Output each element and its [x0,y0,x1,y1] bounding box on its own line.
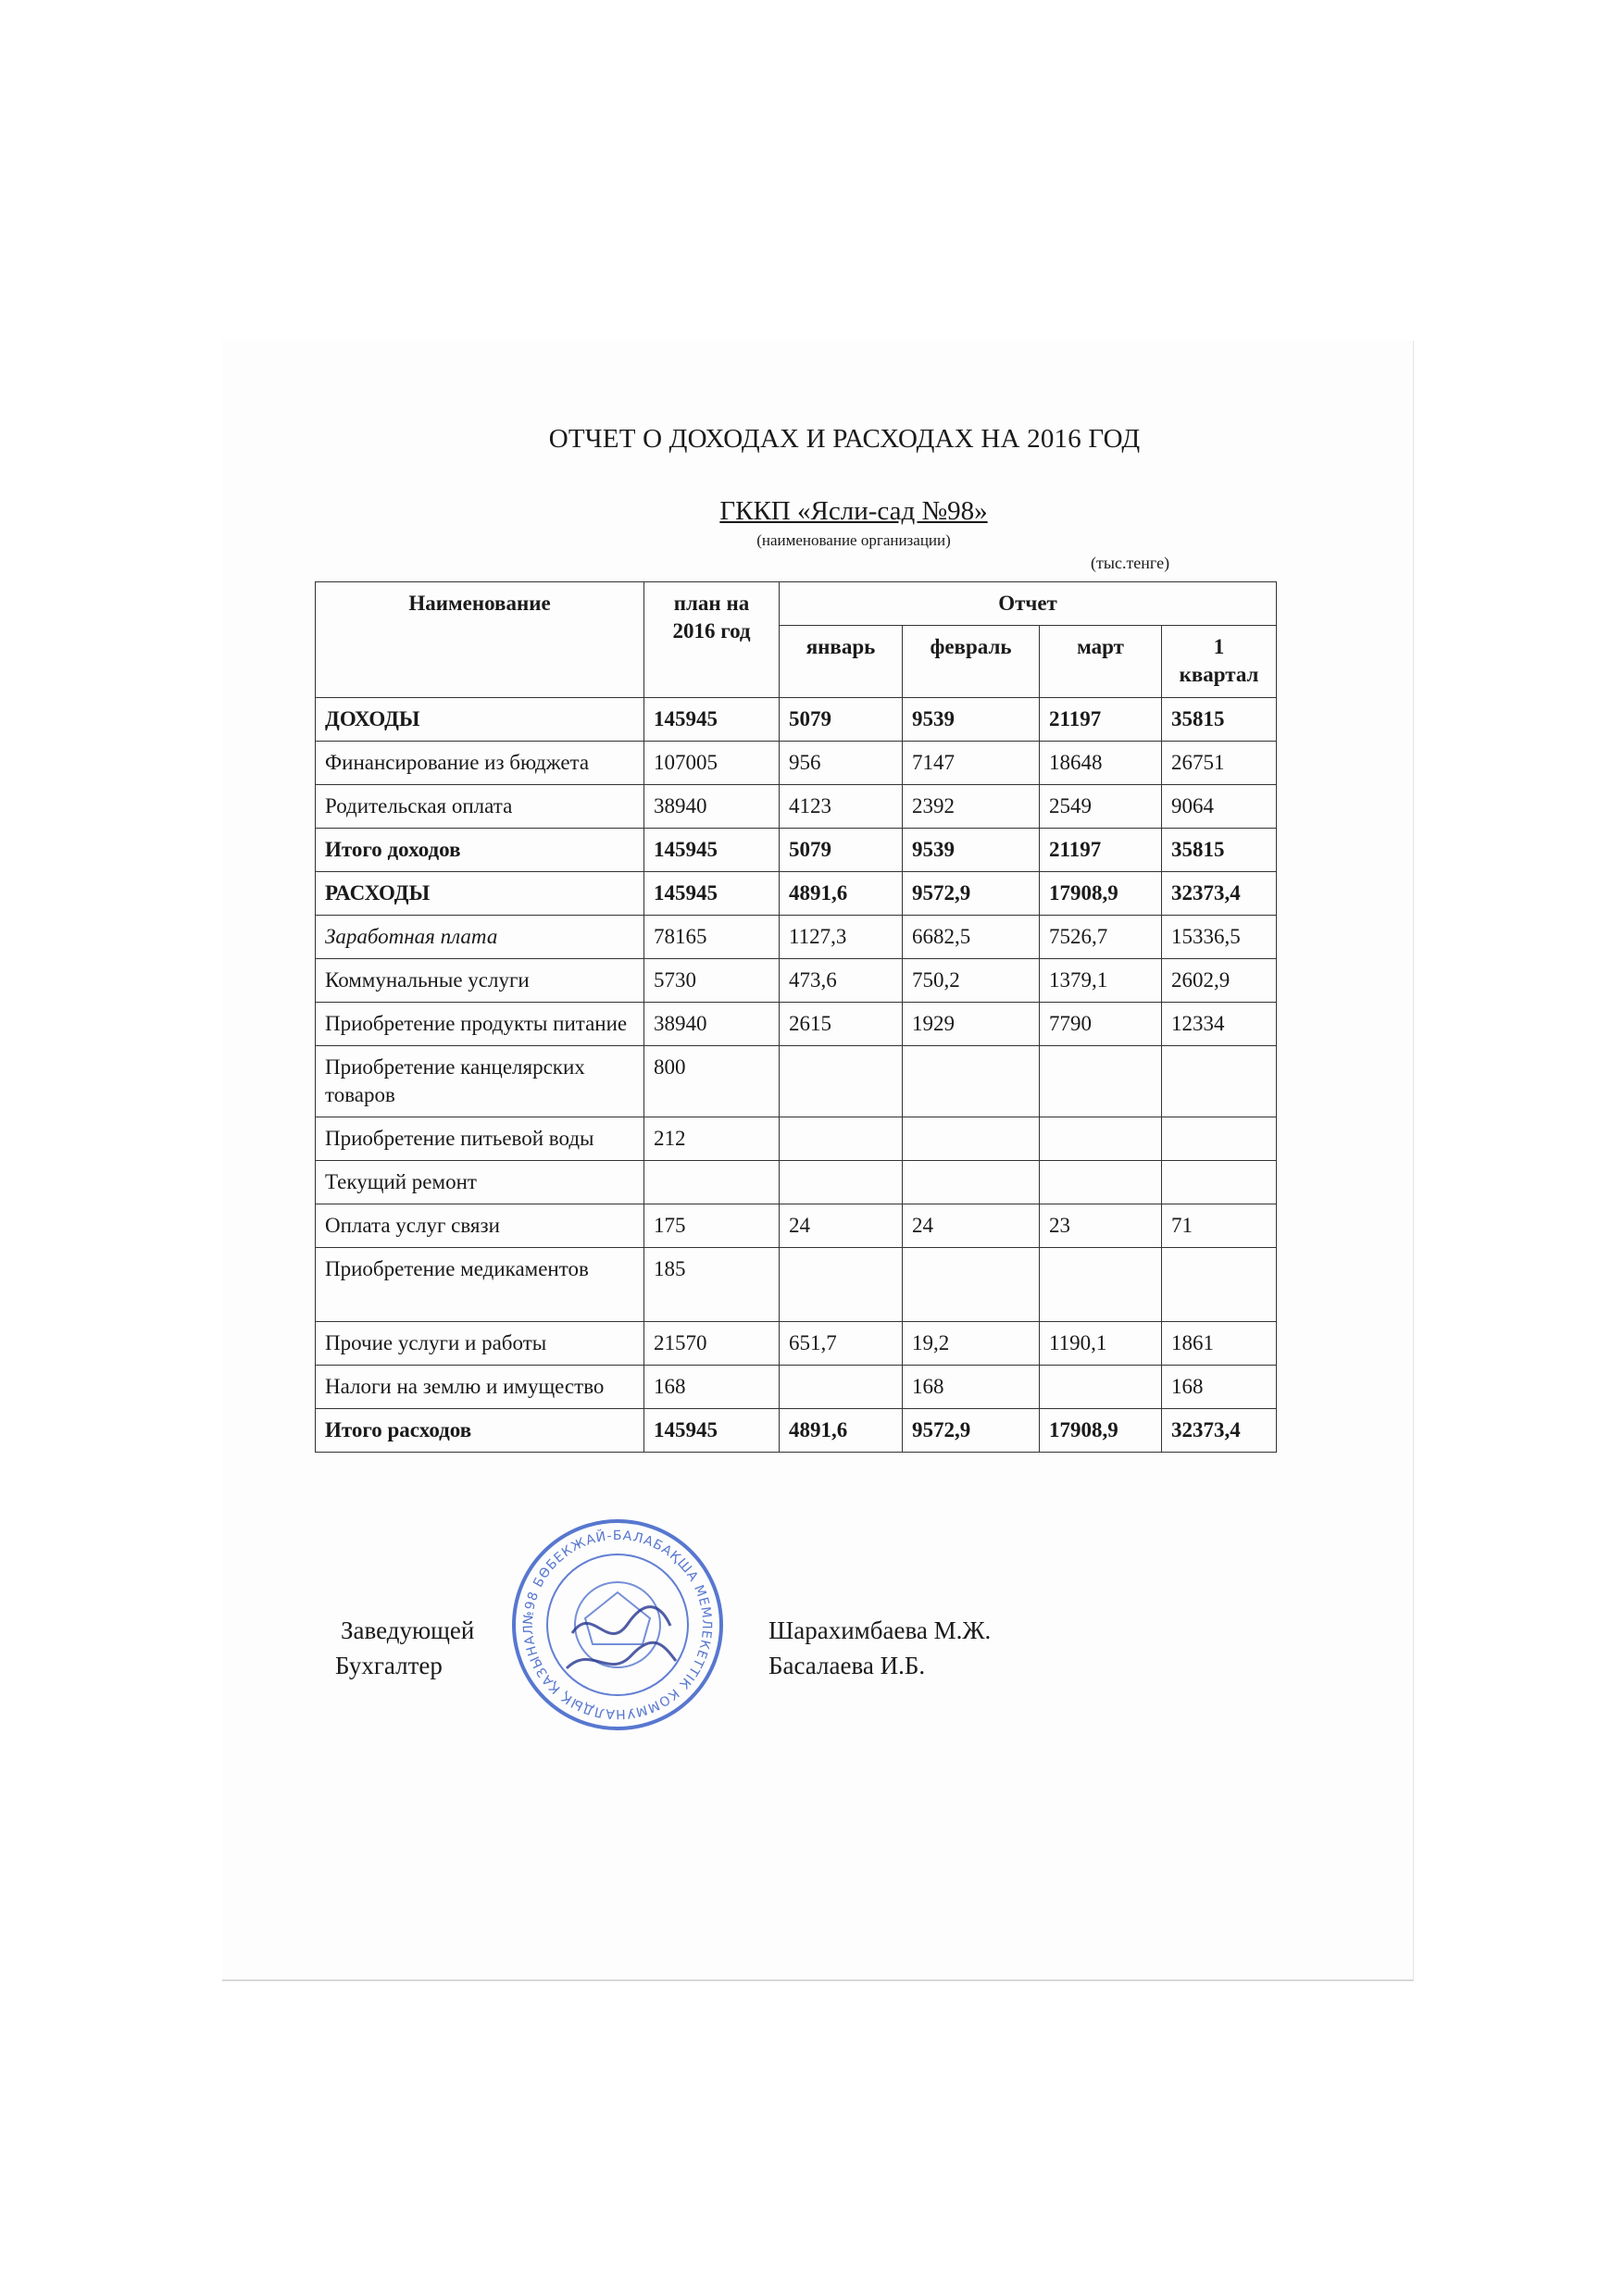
table-row [316,1366,1277,1409]
organization-name-text: ГККП «Ясли-сад №98» [719,496,988,526]
stamp-icon [507,1515,728,1735]
cell-jan [780,1366,903,1409]
cell-plan: 145945 [644,872,780,916]
table-row [316,1409,1277,1453]
cell-feb: 6682,5 [903,916,1040,959]
cell-plan: 212 [644,1117,780,1161]
row-name: Налоги на землю и имущество [316,1366,644,1409]
cell-q1: 35815 [1162,829,1277,872]
row-name: Итого доходов [316,829,644,872]
cell-feb: 9572,9 [903,872,1040,916]
cell-q1: 1861 [1162,1322,1277,1366]
table-row [316,1322,1277,1366]
cell-plan: 5730 [644,959,780,1003]
director-title: Заведующей [341,1616,475,1644]
cell-q1: 32373,4 [1162,1409,1277,1453]
cell-mar: 23 [1040,1204,1162,1248]
cell-jan: 4891,6 [780,1409,903,1453]
cell-feb: 9539 [903,698,1040,742]
table-row [316,916,1277,959]
cell-plan: 145945 [644,698,780,742]
cell-plan: 185 [644,1248,780,1322]
table-row [316,1248,1277,1322]
cell-q1: 32373,4 [1162,872,1277,916]
cell-jan: 4891,6 [780,872,903,916]
cell-plan: 107005 [644,742,780,785]
cell-feb: 9572,9 [903,1409,1040,1453]
cell-jan [780,1161,903,1204]
signature-names [768,1613,991,1683]
cell-jan [780,1248,903,1322]
header-jan: январь [780,626,903,698]
row-name: Приобретение медикаментов [316,1248,644,1322]
row-name: Прочие услуги и работы [316,1322,644,1366]
cell-q1: 26751 [1162,742,1277,785]
cell-jan [780,1046,903,1117]
cell-jan: 1127,3 [780,916,903,959]
cell-mar: 18648 [1040,742,1162,785]
cell-plan: 38940 [644,785,780,829]
cell-q1: 15336,5 [1162,916,1277,959]
cell-feb: 9539 [903,829,1040,872]
units-label: (тыс.тенге) [1091,554,1170,572]
cell-feb: 750,2 [903,959,1040,1003]
cell-plan: 145945 [644,829,780,872]
cell-plan: 38940 [644,1003,780,1046]
cell-q1 [1162,1046,1277,1117]
cell-plan [644,1161,780,1204]
cell-plan: 800 [644,1046,780,1117]
row-name: Итого расходов [316,1409,644,1453]
report-table [315,581,1277,1453]
cell-q1: 12334 [1162,1003,1277,1046]
director-name: Шарахимбаева М.Ж. [768,1616,992,1644]
cell-mar: 1190,1 [1040,1322,1162,1366]
cell-q1: 168 [1162,1366,1277,1409]
cell-q1: 2602,9 [1162,959,1277,1003]
stamp-text: №98 БӨБЕКЖАЙ-БАЛАБАҚША МЕМЛЕКЕТТІК КОММУНАЛДЫҚ ҚАЗЫНАЛ [520,1528,715,1722]
table-row [316,1003,1277,1046]
row-name: РАСХОДЫ [316,872,644,916]
cell-plan: 168 [644,1366,780,1409]
cell-mar: 17908,9 [1040,872,1162,916]
cell-mar [1040,1248,1162,1322]
table-row [316,1161,1277,1204]
cell-jan: 4123 [780,785,903,829]
cell-mar [1040,1046,1162,1117]
cell-plan: 21570 [644,1322,780,1366]
cell-feb: 19,2 [903,1322,1040,1366]
cell-mar: 21197 [1040,698,1162,742]
cell-feb: 168 [903,1366,1040,1409]
row-name: Приобретение канцелярских товаров [316,1046,644,1117]
cell-mar [1040,1366,1162,1409]
accountant-name: Басалаева И.Б. [768,1652,926,1679]
organization-stamp [507,1515,728,1735]
cell-feb [903,1248,1040,1322]
organization-caption: (наименование организации) [756,531,951,549]
document-title: ОТЧЕТ О ДОХОДАХ И РАСХОДАХ НА 2016 ГОД [548,424,1141,454]
header-mar: март [1040,626,1162,698]
cell-feb: 1929 [903,1003,1040,1046]
row-name: Родительская оплата [316,785,644,829]
table-row [316,872,1277,916]
organization-name [0,496,1624,527]
header-feb: февраль [903,626,1040,698]
row-name: Оплата услуг связи [316,1204,644,1248]
cell-q1 [1162,1248,1277,1322]
row-name: Приобретение продукты питание [316,1003,644,1046]
cell-q1: 71 [1162,1204,1277,1248]
cell-mar: 21197 [1040,829,1162,872]
cell-feb [903,1046,1040,1117]
table-row [316,1046,1277,1117]
table-row [316,742,1277,785]
table-row [316,698,1277,742]
row-name: Коммунальные услуги [316,959,644,1003]
cell-mar [1040,1161,1162,1204]
table-row [316,829,1277,872]
cell-plan: 78165 [644,916,780,959]
cell-jan: 2615 [780,1003,903,1046]
cell-q1: 9064 [1162,785,1277,829]
cell-jan: 5079 [780,829,903,872]
cell-mar: 7790 [1040,1003,1162,1046]
cell-plan: 175 [644,1204,780,1248]
row-name: Финансирование из бюджета [316,742,644,785]
header-name: Наименование [316,582,644,698]
cell-feb: 24 [903,1204,1040,1248]
table-row [316,959,1277,1003]
cell-mar [1040,1117,1162,1161]
cell-q1 [1162,1161,1277,1204]
header-row-top [316,582,1277,626]
cell-mar: 17908,9 [1040,1409,1162,1453]
cell-mar: 7526,7 [1040,916,1162,959]
cell-q1 [1162,1117,1277,1161]
header-report: Отчет [780,582,1277,626]
cell-q1: 35815 [1162,698,1277,742]
cell-jan: 956 [780,742,903,785]
table-row [316,1204,1277,1248]
header-plan: план на 2016 год [644,582,780,698]
cell-jan: 24 [780,1204,903,1248]
header-q1: 1 квартал [1162,626,1277,698]
cell-jan: 5079 [780,698,903,742]
cell-jan: 473,6 [780,959,903,1003]
row-name: Заработная плата [316,916,644,959]
cell-feb: 2392 [903,785,1040,829]
cell-feb [903,1117,1040,1161]
table-row [316,785,1277,829]
accountant-title: Бухгалтер [335,1652,443,1679]
row-name: ДОХОДЫ [316,698,644,742]
cell-plan: 145945 [644,1409,780,1453]
cell-feb: 7147 [903,742,1040,785]
cell-mar: 2549 [1040,785,1162,829]
cell-jan: 651,7 [780,1322,903,1366]
signature-titles [335,1613,475,1683]
row-name: Приобретение питьевой воды [316,1117,644,1161]
cell-mar: 1379,1 [1040,959,1162,1003]
row-name: Текущий ремонт [316,1161,644,1204]
table-row [316,1117,1277,1161]
cell-feb [903,1161,1040,1204]
cell-jan [780,1117,903,1161]
